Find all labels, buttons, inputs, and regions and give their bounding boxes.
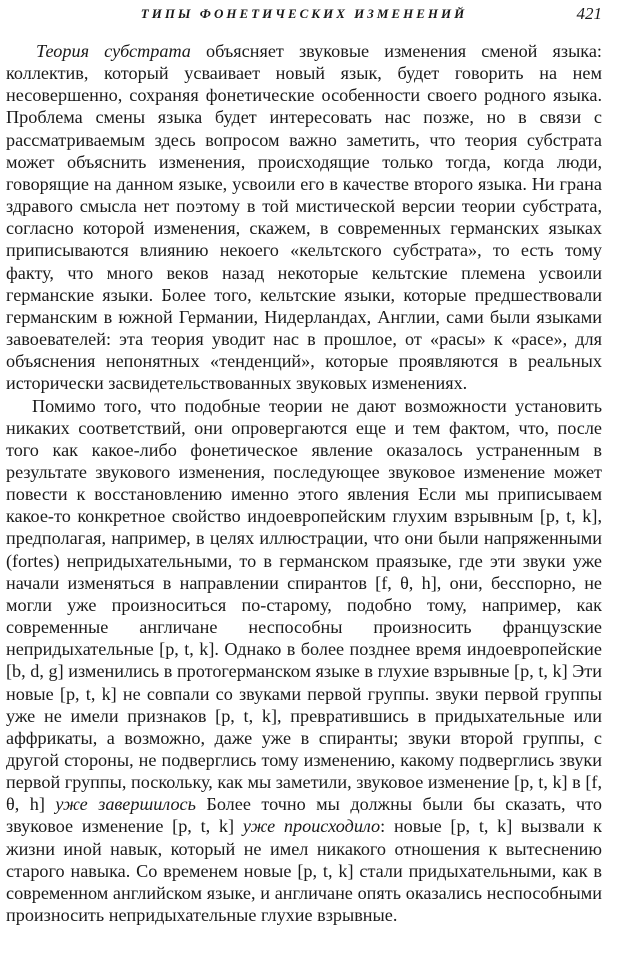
paragraph-text: Более точно мы должны были бы сказать, что звуковое изменение [p, t, k] xyxy=(6,794,602,837)
paragraph-substrate-theory xyxy=(6,40,602,395)
paragraph-text: объясняет звуковые изменения сменой языка: коллектив, который усваивает новый язык, будет говорить на нем несовершенно, сохраняя фонетические особенности своего родного языка. Проблема смены языка будет интересовать нас позже, но в связи с рассматриваемым здесь вопросом важно заметить, что теория субстрата может объяснить изменения, происходящие только тогда, когда люди, говорящие на данном языке, усвоили его в качестве второго языка. Ни грана здравого смысла нет поэтому в той мистической версии теории субстрата, согласно которой изменения, скажем, в современных германских языках приписываются влиянию некоего «кельтского субстрата», то есть тому факту, что много веков назад некоторые кельтские племена усвоили германские языки. Более того, кельтские языки, которые предшествовали германским в южной Германии, Нидерландах, Англии, сами были языками завоевателей: эта теория уводит нас в прошлое, от «расы» к «расе», для объяснения непонятных «тенденций», которые проявляются в реальных исторически засвидетельствованных звуковых изменениях. xyxy=(6,41,602,394)
running-title: ТИПЫ ФОНЕТИЧЕСКИХ ИЗМЕНЕНИЙ xyxy=(140,6,468,21)
paragraph-text: Помимо того, что подобные теории не дают возможности установить никаких соответствий, они опровергаются еще и тем фактом, что, после того как какое-либо фонетическое явление оказалось устраненным в результате звукового изменения, последующее звуковое изменение может повести к восстановлению именно этого явления Если мы приписываем какое-то конкретное свойство индоевропейским глухим взрывным [p, t, k], предполагая, например, в целях иллюстрации, что они были напряженными (fortes) непридыхательными, то в германском праязыке, где эти звуки уже начали изменяться в направлении спирантов [f, θ, h], они, бесспорно, не могли уже произноситься по-старому, подобно тому, например, как современные англичане неспособны произносить французские непридыхательные [p, t, k]. Однако в более позднее время индоевропейские [b, d, g] изменились в протогерманском языке в глухие взрывные [p, t, k] Эти новые [p, t, k] не совпали со звуками первой группы. звуки первой группы уже не имели признаков [p, t, k], превратившись в придыхательные или аффрикаты, а возможно, даже уже в спиранты; звуки второй группы, с другой стороны, не подверглись тому изменению, какому подверглись звуки первой группы, поскольку, как мы заметили, звуковое изменение [p, t, k] в [f, θ, h] xyxy=(6,395,602,815)
paragraph-counter-argument xyxy=(6,395,602,927)
paragraph-text: : новые [p, t, k] вызвали к жизни иной навык, который не имел никакого отношения к вытеснению старого навыка. Со временем новые [p, t, k] стали придыхательными, как в современном английском языке, и англичане опять оказались неспособными произносить непридыхательные глухие взрывные. xyxy=(6,816,602,926)
italic-phrase: уже происходило xyxy=(242,816,381,837)
term-substrate-theory: Теория субстрата xyxy=(36,41,191,61)
running-head xyxy=(6,0,602,30)
body-text xyxy=(6,40,602,926)
page-number: 421 xyxy=(576,4,602,23)
italic-phrase: уже завершилось xyxy=(55,794,196,815)
